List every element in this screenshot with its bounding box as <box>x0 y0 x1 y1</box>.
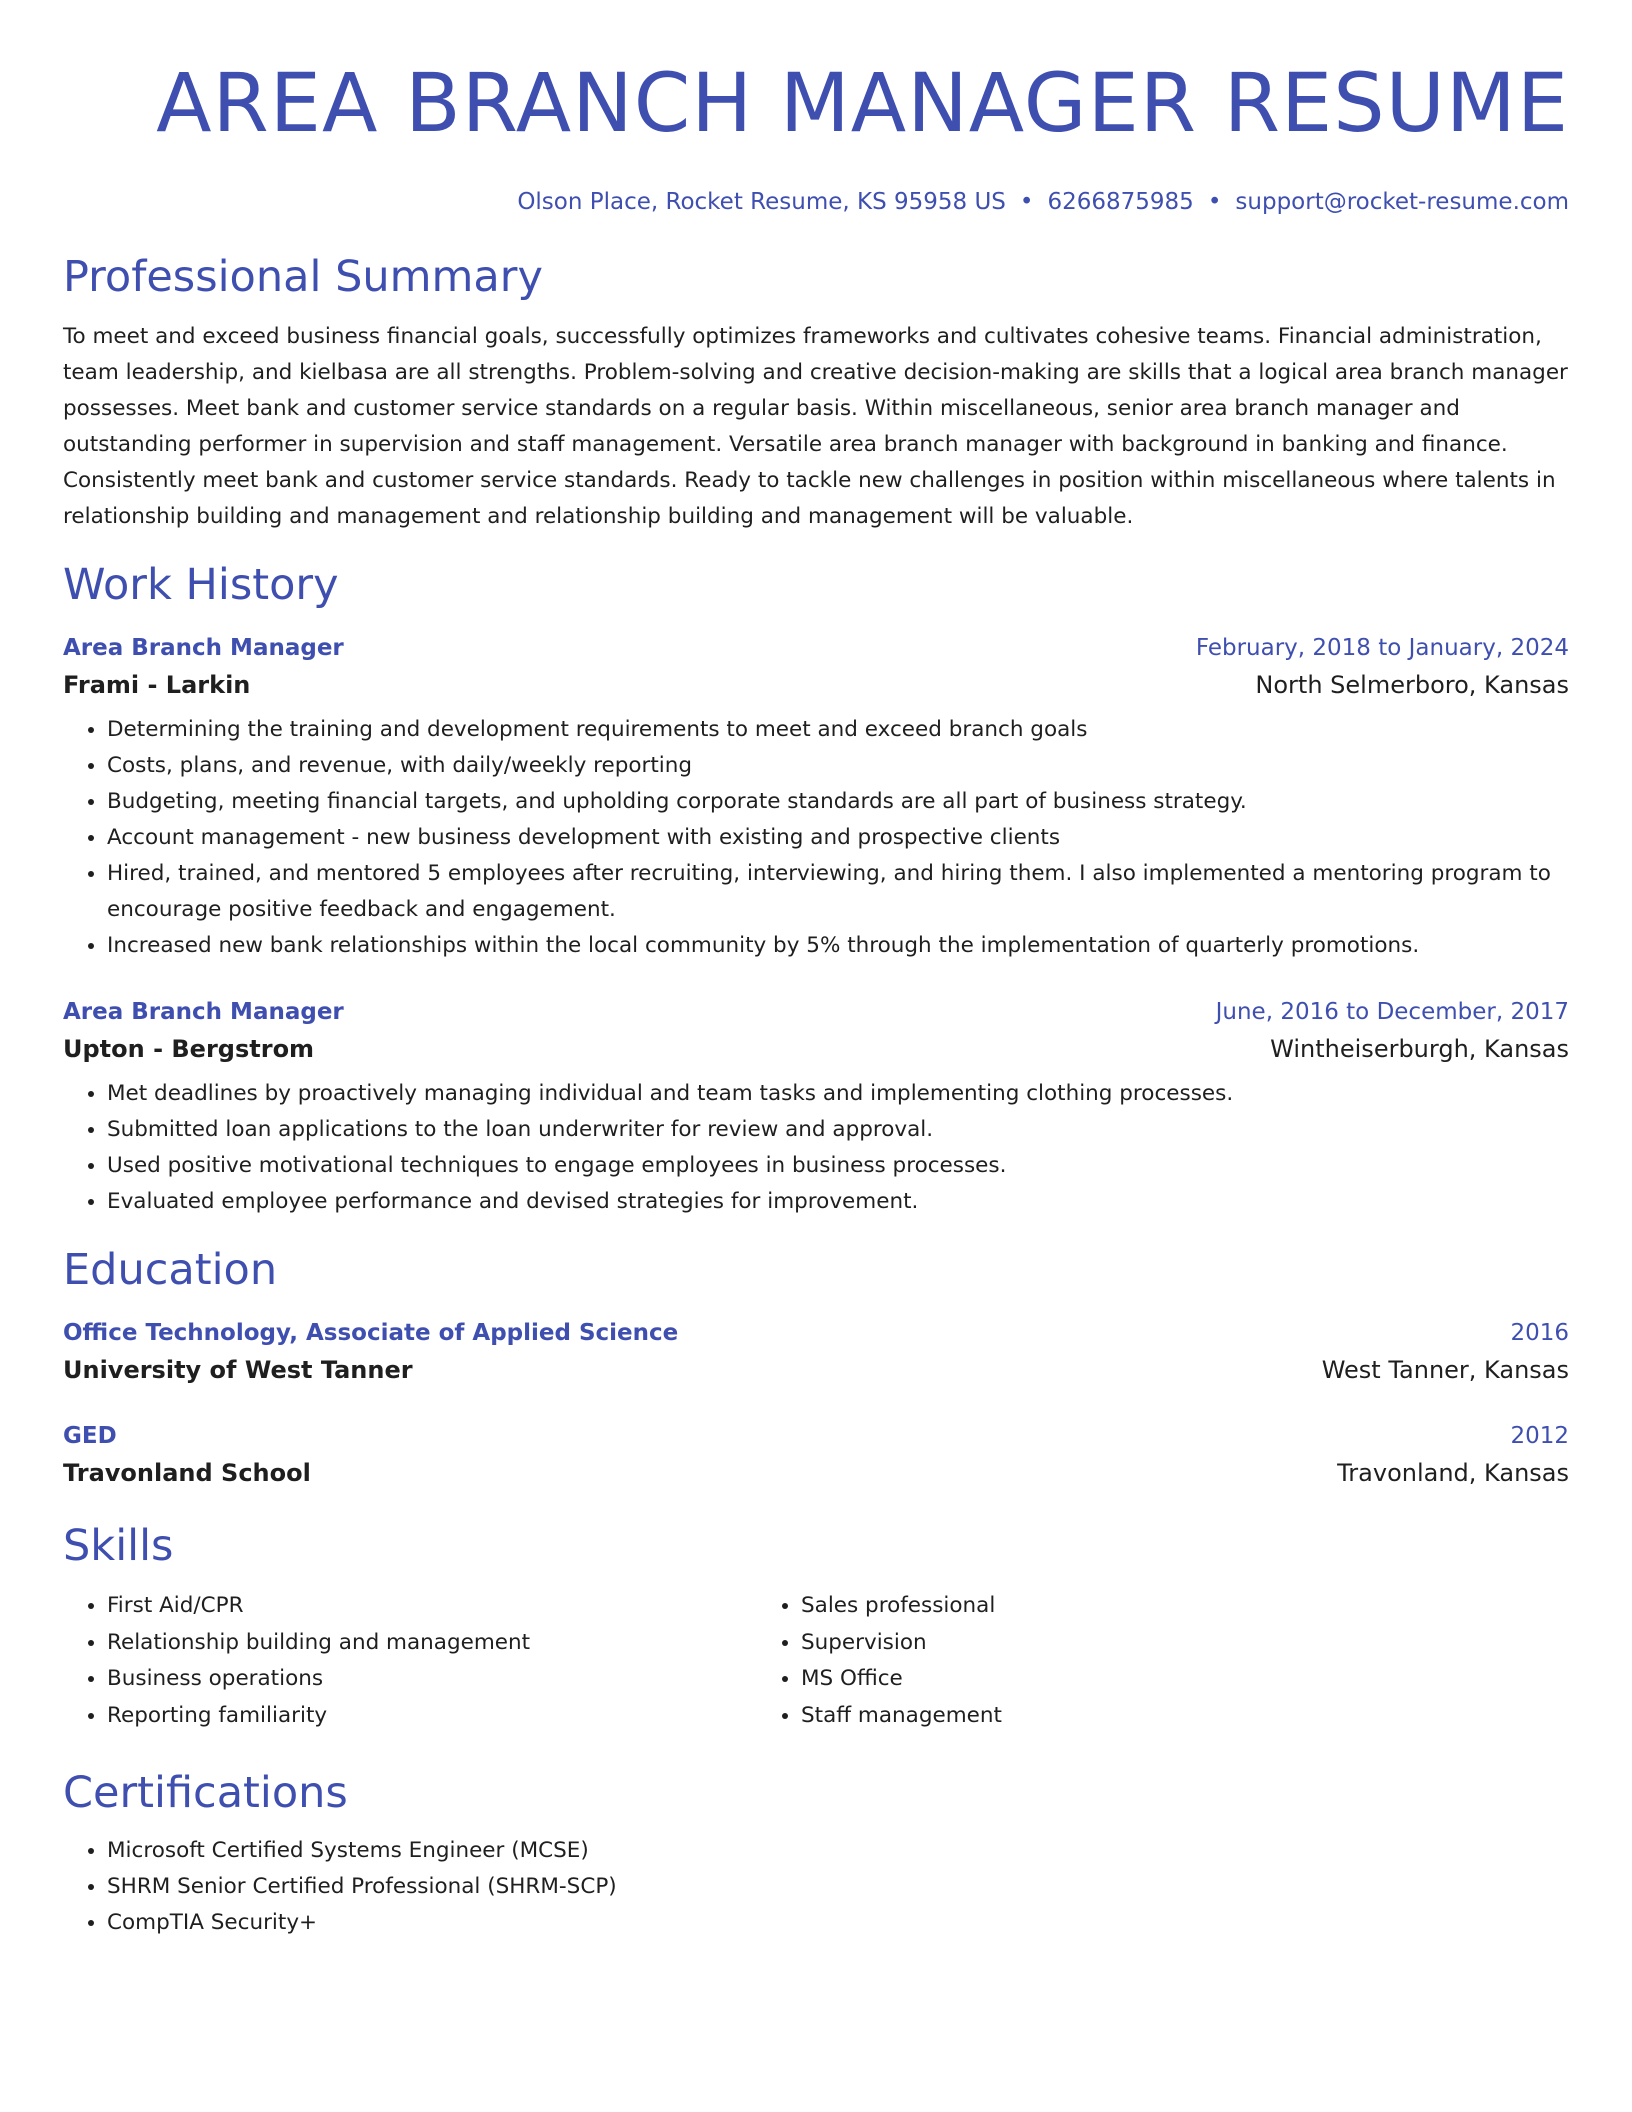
certification-item: • SHRM Senior Certified Professional (SHRM-SCP) <box>107 1869 1569 1905</box>
job-company: Upton - Bergstrom <box>63 1035 315 1063</box>
education-year: 2012 <box>1510 1423 1569 1449</box>
education-degree: Office Technology, Associate of Applied Science <box>63 1320 679 1346</box>
summary-text: To meet and exceed business financial goals, successfully optimizes frameworks and cultivates cohesive teams. Financial administration, team leadership, and kielbasa are all strengths. Problem-solving and creative decision-making are skills that a logical area branch manager possesses. Meet bank and customer service standards on a regular basis. Within miscellaneous, senior area branch manager and outstanding performer in supervision and staff management. Versatile area branch manager with background in banking and finance. Consistently meet bank and customer service standards. Ready to tackle new challenges in position within miscellaneous where talents in relationship building and management and relationship building and management will be valuable. <box>63 324 1568 529</box>
job-bullets <box>63 1076 1569 1220</box>
skills-heading: Skills <box>63 1521 174 1571</box>
contact-line <box>63 187 1569 217</box>
skills-column <box>63 1588 757 1734</box>
education-school: University of West Tanner <box>63 1356 413 1384</box>
contact-address: Olson Place, Rocket Resume, KS 95958 US <box>517 189 1006 215</box>
contact-separator: • <box>1207 189 1222 215</box>
job-bullet: • Determining the training and development requirements to meet and exceed branch goals <box>107 712 1569 748</box>
contact-phone[interactable]: 6266875985 <box>1047 189 1194 215</box>
skills-grid <box>63 1588 1569 1734</box>
job-dates: February, 2018 to January, 2024 <box>1195 635 1569 661</box>
education-school-row <box>63 1353 1569 1387</box>
job-title: Area Branch Manager <box>63 635 344 661</box>
skill-item: • Relationship building and management <box>107 1625 757 1662</box>
skill-item: • Supervision <box>801 1625 1457 1662</box>
job-bullet: • Evaluated employee performance and devised strategies for improvement. <box>107 1184 1569 1220</box>
skill-item: • Business operations <box>107 1661 757 1698</box>
certification-item: • Microsoft Certified Systems Engineer (MCSE) <box>107 1833 1569 1869</box>
job-dates: June, 2016 to December, 2017 <box>1215 999 1569 1025</box>
skill-item: • Reporting familiarity <box>107 1698 757 1735</box>
summary-heading: Professional Summary <box>63 252 543 302</box>
education-header <box>63 1421 1569 1451</box>
job-bullet: • Increased new bank relationships within the local community by 5% through the implementation of quarterly promotions. <box>107 928 1569 964</box>
job-entry <box>63 633 1569 964</box>
job-company-row <box>63 668 1569 702</box>
job-bullet: • Costs, plans, and revenue, with daily/weekly reporting <box>107 748 1569 784</box>
job-company-row <box>63 1032 1569 1066</box>
education-header <box>63 1318 1569 1348</box>
job-bullet: • Account management - new business development with existing and prospective clients <box>107 820 1569 856</box>
certifications-list <box>63 1833 1569 1941</box>
job-bullet: • Used positive motivational techniques to engage employees in business processes. <box>107 1148 1569 1184</box>
skill-item: • First Aid/CPR <box>107 1588 757 1625</box>
education-entry <box>63 1421 1569 1490</box>
education-location: Travonland, Kansas <box>1337 1459 1569 1487</box>
work-history-heading: Work History <box>63 560 339 610</box>
job-bullet: • Met deadlines by proactively managing individual and team tasks and implementing clothing processes. <box>107 1076 1569 1112</box>
skill-item: • MS Office <box>801 1661 1457 1698</box>
job-location: Wintheiserburgh, Kansas <box>1270 1035 1569 1063</box>
certifications-heading: Certifications <box>63 1768 348 1818</box>
job-bullet: • Submitted loan applications to the loan underwriter for review and approval. <box>107 1112 1569 1148</box>
education-entry <box>63 1318 1569 1387</box>
education-school: Travonland School <box>63 1459 311 1487</box>
job-header <box>63 997 1569 1027</box>
job-header <box>63 633 1569 663</box>
job-location: North Selmerboro, Kansas <box>1255 671 1569 699</box>
education-heading: Education <box>63 1245 278 1295</box>
education-school-row <box>63 1456 1569 1490</box>
job-bullet: • Hired, trained, and mentored 5 employees after recruiting, interviewing, and hiring them. I also implemented a mentoring program to encourage positive feedback and engagement. <box>107 856 1569 928</box>
education-year: 2016 <box>1510 1320 1569 1346</box>
resume-title: AREA BRANCH MANAGER RESUME <box>156 57 1569 151</box>
job-bullet: • Budgeting, meeting financial targets, and upholding corporate standards are all part of business strategy. <box>107 784 1569 820</box>
contact-email[interactable]: support@rocket-resume.com <box>1235 189 1569 215</box>
education-location: West Tanner, Kansas <box>1321 1356 1569 1384</box>
job-title: Area Branch Manager <box>63 999 344 1025</box>
skills-column <box>757 1588 1457 1734</box>
job-bullets <box>63 712 1569 964</box>
contact-separator: • <box>1019 189 1034 215</box>
skill-item: • Staff management <box>801 1698 1457 1735</box>
skill-item: • Sales professional <box>801 1588 1457 1625</box>
job-entry <box>63 997 1569 1220</box>
job-company: Frami - Larkin <box>63 671 251 699</box>
education-degree: GED <box>63 1423 117 1449</box>
certification-item: • CompTIA Security+ <box>107 1905 1569 1941</box>
